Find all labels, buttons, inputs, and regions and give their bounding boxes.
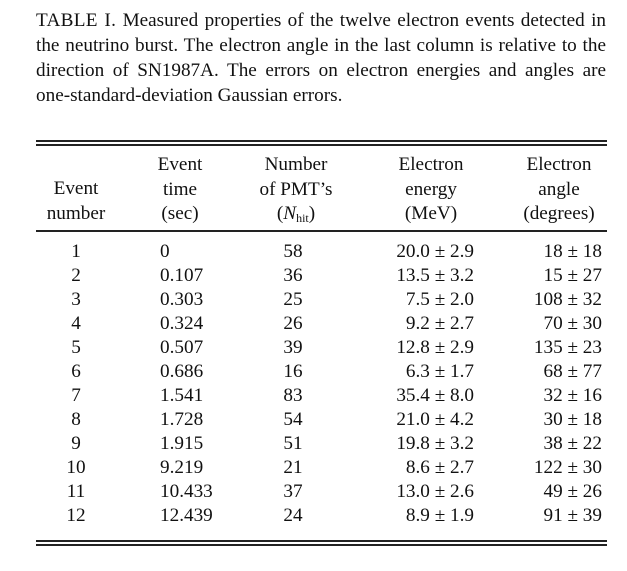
table-row: 11 10.433 37 13.0 ± 2.6 49 ± 26 (66, 481, 602, 502)
table-row: 1 0 58 20.0 ± 2.9 18 ± 18 (71, 241, 602, 262)
table-row: 6 0.686 16 6.3 ± 1.7 68 ± 77 (71, 361, 602, 382)
bottom-rule-double (36, 544, 607, 546)
table-row: 10 9.219 21 8.6 ± 2.7 122 ± 30 (66, 457, 602, 478)
header-electron-angle: Electron angle (degrees) (523, 154, 595, 224)
bottom-rule (36, 540, 607, 542)
header-pmt-count: Number of PMT’s $(N_{hit})$ (259, 154, 333, 225)
table-row: 3 0.303 25 7.5 ± 2.0 108 ± 32 (71, 289, 602, 310)
header-electron-energy: Electron energy (MeV) (398, 154, 464, 224)
top-rule-double (36, 144, 607, 146)
table-row: 7 1.541 83 35.4 ± 8.0 32 ± 16 (71, 385, 602, 406)
caption-text: Measured properties of the twelve electron events detected in the neutrino burst. The electron angle in the last column is relative to the direction of SN1987A. The errors on electron energies and angles are one-standard-deviation Gaussian errors. (36, 10, 606, 106)
table-row: 4 0.324 26 9.2 ± 2.7 70 ± 30 (71, 313, 602, 334)
header-rule (36, 230, 607, 232)
table-caption (36, 8, 606, 108)
table-row: 9 1.915 51 19.8 ± 3.2 38 ± 22 (71, 433, 602, 454)
top-rule (36, 140, 607, 142)
table-label: TABLE I. (36, 10, 117, 31)
header-event-number: Event number (46, 178, 106, 224)
header-event-time: Event time (sec) (157, 154, 203, 224)
table-row: 2 0.107 36 13.5 ± 3.2 15 ± 27 (71, 265, 602, 286)
table-row: 8 1.728 54 21.0 ± 4.2 30 ± 18 (71, 409, 602, 430)
table-row: 5 0.507 39 12.8 ± 2.9 135 ± 23 (71, 337, 602, 358)
table-row: 12 12.439 24 8.9 ± 1.9 91 ± 39 (66, 505, 602, 526)
